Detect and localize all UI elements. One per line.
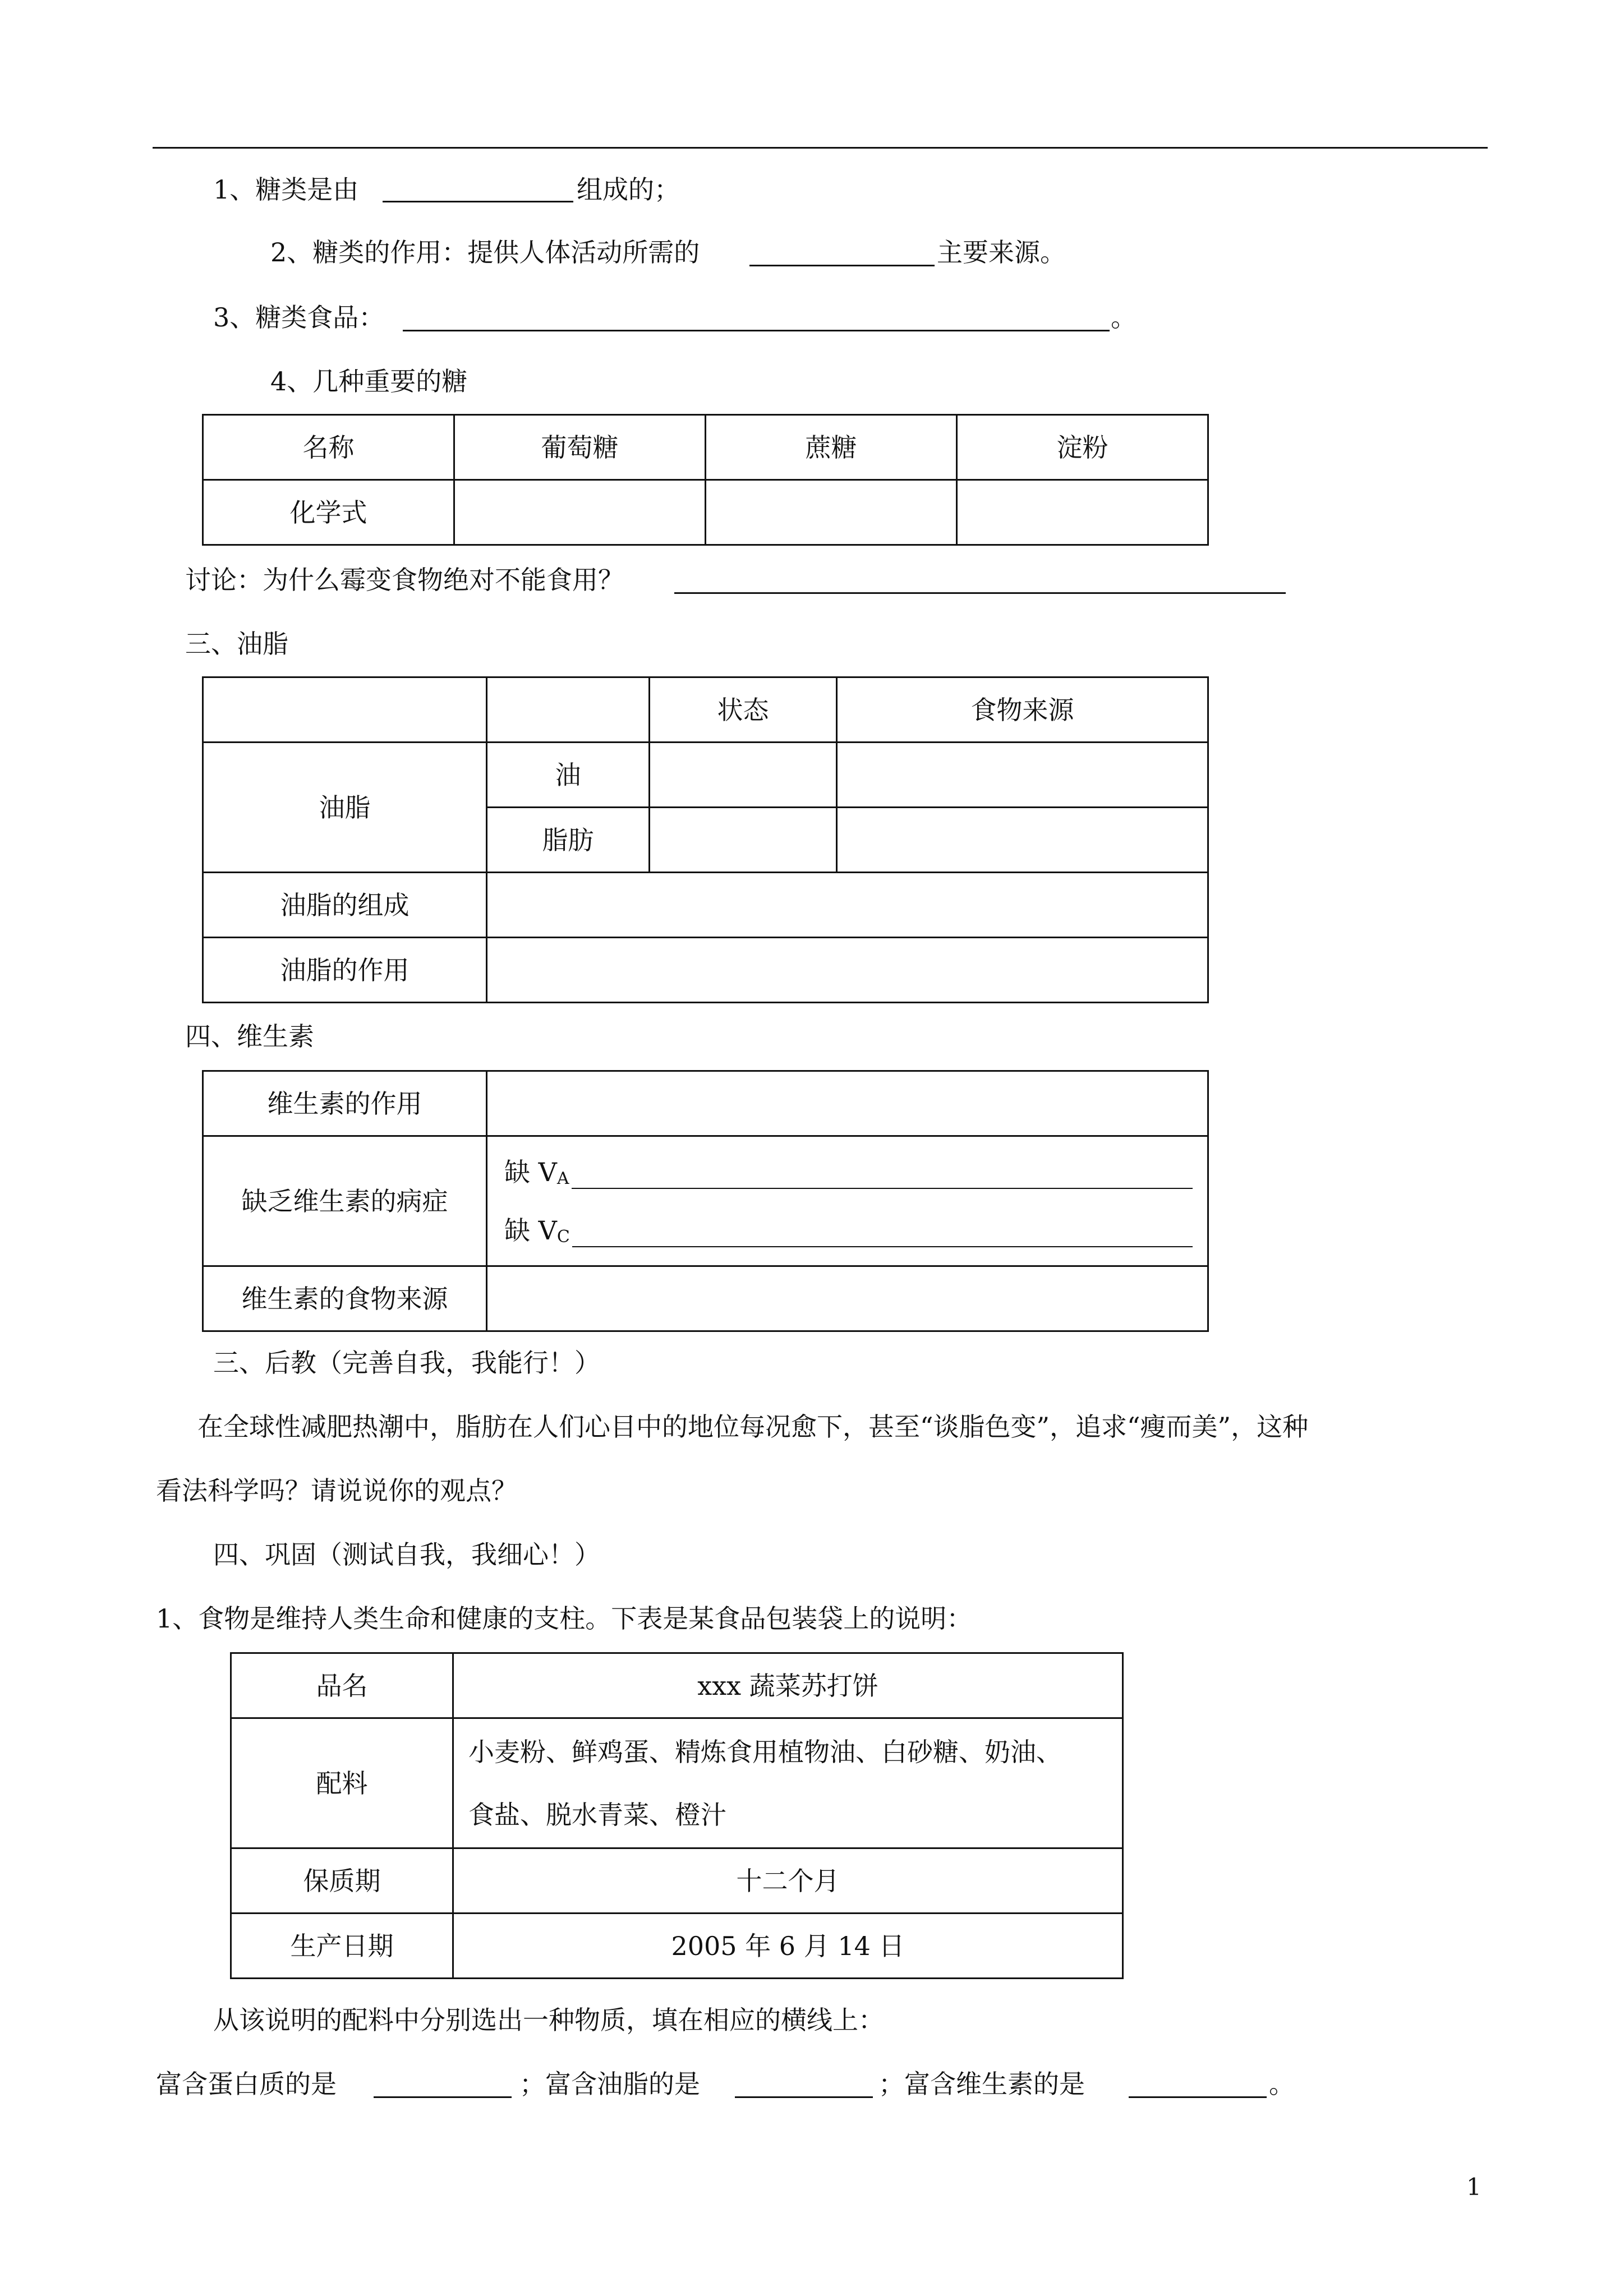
q3-text: 3、糖类食品：: [213, 302, 385, 333]
vitamin-blank[interactable]: [1129, 2096, 1267, 2098]
food-shelf-value: 十二个月: [453, 1848, 1123, 1914]
vitamin-function-label: 维生素的作用: [203, 1071, 487, 1136]
q2-text-end: 主要来源。: [937, 237, 1066, 268]
food-name-label: 品名: [231, 1653, 453, 1718]
q3-text-end: 。: [1111, 302, 1137, 333]
sugar-cell-glucose[interactable]: [454, 480, 706, 545]
protein-blank[interactable]: [374, 2096, 512, 2098]
section-after-title: 三、后教（完善自我，我能行！）: [213, 1348, 600, 1378]
instruction-text: 从该说明的配料中分别选出一种物质，填在相应的横线上：: [213, 2005, 884, 2035]
q1-text-end: 组成的；: [577, 174, 680, 205]
food-label-table: [230, 1652, 1124, 1979]
oil-blank[interactable]: [735, 2096, 873, 2098]
vitamin-deficiency-label: 缺乏维生素的病症: [203, 1136, 487, 1266]
vitamin-label: ；富含维生素的是: [878, 2069, 1085, 2099]
sugar-cell-starch[interactable]: [957, 480, 1208, 545]
vitamin-function-cell[interactable]: [487, 1071, 1208, 1136]
vitamin-table: [202, 1070, 1209, 1332]
sugar-row-label: 化学式: [203, 480, 454, 545]
fat-fat-source-cell[interactable]: [837, 808, 1208, 873]
discussion-text: 讨论：为什么霉变食物绝对不能食用？: [185, 565, 624, 595]
oil-label: ；富含油脂的是: [519, 2069, 700, 2099]
q4-title: 4、几种重要的糖: [270, 366, 468, 397]
food-shelf-label: 保质期: [231, 1848, 453, 1914]
food-question-text: 1、食物是维持人类生命和健康的支柱。下表是某食品包装袋上的说明：: [156, 1603, 973, 1634]
q3-blank[interactable]: [403, 330, 1110, 331]
fat-header-state: 状态: [650, 677, 837, 743]
fat-corner-cell: [203, 677, 487, 743]
sugar-header-name: 名称: [203, 415, 454, 480]
fat-oil-label: 油: [487, 743, 650, 808]
fat-header-source: 食物来源: [837, 677, 1208, 743]
fat-fat-label: 脂肪: [487, 808, 650, 873]
food-ingredients-label: 配料: [231, 1718, 453, 1848]
food-ingredients-cell: [453, 1718, 1123, 1848]
vitamin-c-blank[interactable]: [572, 1220, 1193, 1247]
sugar-cell-sucrose[interactable]: [706, 480, 957, 545]
food-ingredients-line1: 小麦粉、鲜鸡蛋、精炼食用植物油、白砂糖、奶油、: [468, 1736, 1062, 1767]
q1-text: 1、糖类是由: [213, 174, 359, 205]
vitamin-source-cell[interactable]: [487, 1266, 1208, 1331]
vitamin-deficiency-cell: [487, 1136, 1208, 1266]
sugar-header-starch: 淀粉: [957, 415, 1208, 480]
fat-oil-state-cell[interactable]: [650, 743, 837, 808]
fill-end: 。: [1269, 2069, 1295, 2099]
vitamin-a-line[interactable]: 缺 V A: [487, 1155, 1207, 1189]
q2-text: 2、糖类的作用：提供人体活动所需的: [270, 237, 700, 268]
section-consolidate-title: 四、巩固（测试自我，我细心！）: [213, 1539, 600, 1570]
fat-composition-label: 油脂的组成: [203, 873, 487, 938]
fat-fat-state-cell[interactable]: [650, 808, 837, 873]
q2-blank[interactable]: [749, 265, 935, 266]
food-date-value: 2005 年 6 月 14 日: [453, 1914, 1123, 1979]
vitamin-c-line[interactable]: 缺 V C: [487, 1214, 1207, 1247]
fat-blank-header: [487, 677, 650, 743]
section-fat-title: 三、油脂: [185, 629, 288, 659]
food-ingredients-line2: 食盐、脱水青菜、橙汁: [468, 1799, 726, 1830]
fat-table: [202, 676, 1209, 1003]
section-vitamin-title: 四、维生素: [185, 1021, 314, 1052]
sugar-table: [202, 414, 1209, 546]
page-number: 1: [1466, 2173, 1482, 2201]
food-date-label: 生产日期: [231, 1914, 453, 1979]
fat-group-label: 油脂: [203, 743, 487, 873]
fat-function-label: 油脂的作用: [203, 938, 487, 1003]
essay-paragraph-line1: 在全球性减肥热潮中，脂肪在人们心目中的地位每况愈下，甚至“谈脂色变”，追求“瘦而美”，这种: [197, 1412, 1309, 1442]
fat-composition-cell[interactable]: [487, 873, 1208, 938]
vitamin-a-blank[interactable]: [572, 1162, 1193, 1189]
sugar-header-glucose: 葡萄糖: [454, 415, 706, 480]
food-name-value: xxx 蔬菜苏打饼: [453, 1653, 1123, 1718]
q1-blank[interactable]: [383, 201, 573, 202]
sugar-header-sucrose: 蔗糖: [706, 415, 957, 480]
fat-oil-source-cell[interactable]: [837, 743, 1208, 808]
fat-function-cell[interactable]: [487, 938, 1208, 1003]
protein-label: 富含蛋白质的是: [156, 2069, 337, 2099]
header-rule: [153, 147, 1488, 149]
discussion-blank[interactable]: [674, 592, 1286, 594]
vitamin-source-label: 维生素的食物来源: [203, 1266, 487, 1331]
essay-paragraph-line2: 看法科学吗？请说说你的观点？: [156, 1476, 517, 1506]
